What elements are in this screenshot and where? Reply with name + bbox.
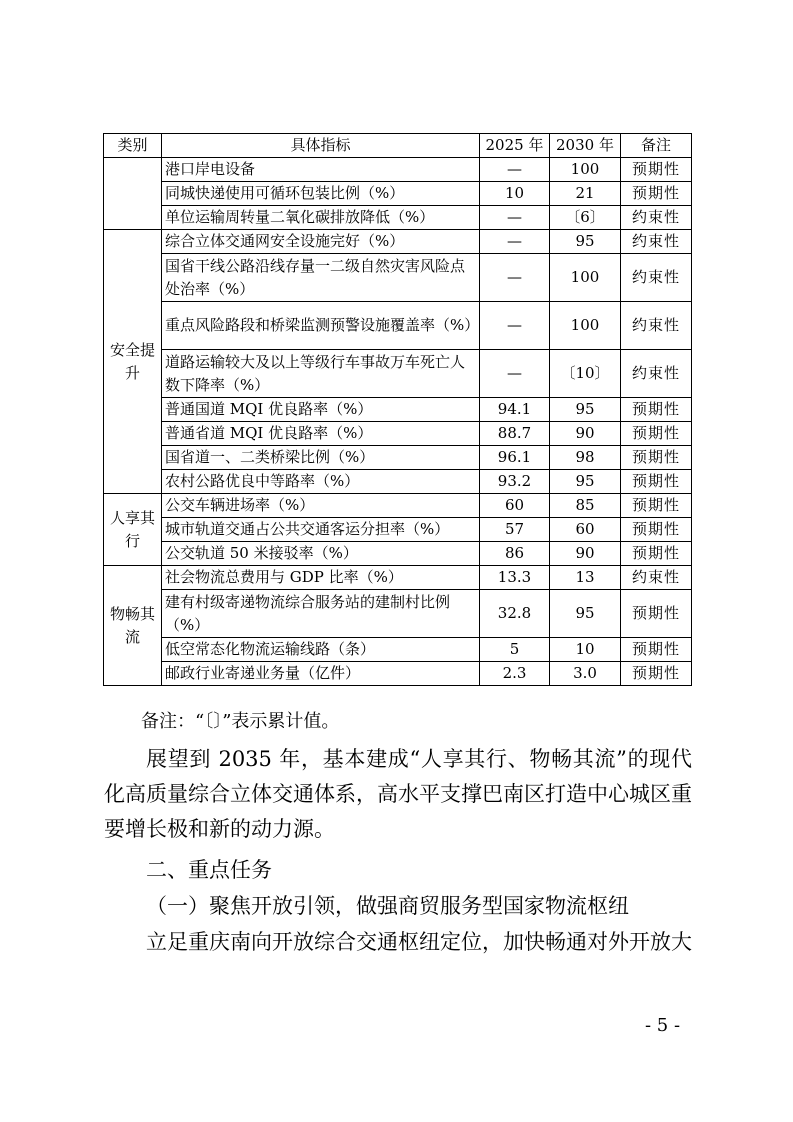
value-2025: 10 — [480, 182, 550, 206]
header-2025: 2025 年 — [480, 134, 550, 158]
value-2030: 100 — [550, 158, 621, 182]
indicator-name: 公交车辆进场率（%） — [162, 494, 480, 518]
category-cell: 安全提升 — [104, 230, 162, 494]
value-2025: 5 — [480, 638, 550, 662]
table-row — [104, 302, 692, 350]
value-2025: 94.1 — [480, 398, 550, 422]
indicator-name: 公交轨道 50 米接驳率（%） — [162, 542, 480, 566]
value-2030: 100 — [550, 254, 621, 302]
indicator-type: 预期性 — [621, 422, 692, 446]
value-2030: 95 — [550, 470, 621, 494]
header-category: 类别 — [104, 134, 162, 158]
table-row — [104, 518, 692, 542]
header-indicator: 具体指标 — [162, 134, 480, 158]
table-row — [104, 590, 692, 638]
indicator-type: 预期性 — [621, 518, 692, 542]
indicator-name: 低空常态化物流运输线路（条） — [162, 638, 480, 662]
table-footnote: 备注：“〔〕”表示累计值。 — [141, 711, 340, 732]
table-row — [104, 470, 692, 494]
value-2030: 85 — [550, 494, 621, 518]
indicator-type: 约束性 — [621, 206, 692, 230]
indicator-name: 单位运输周转量二氧化碳排放降低（%） — [162, 206, 480, 230]
indicator-type: 预期性 — [621, 158, 692, 182]
body-paragraph: 立足重庆南向开放综合交通枢纽定位，加快畅通对外开放大 — [146, 930, 692, 954]
table-row — [104, 182, 692, 206]
table-row — [104, 494, 692, 518]
category-cell: 物畅其流 — [104, 566, 162, 686]
value-2030: 100 — [550, 302, 621, 350]
value-2030: 95 — [550, 230, 621, 254]
indicator-table — [103, 133, 692, 686]
value-2030: 90 — [550, 422, 621, 446]
table-row — [104, 206, 692, 230]
page-number: - 5 - — [645, 1015, 681, 1036]
indicator-name: 港口岸电设备 — [162, 158, 480, 182]
value-2030: 98 — [550, 446, 621, 470]
indicator-name: 社会物流总费用与 GDP 比率（%） — [162, 566, 480, 590]
value-2030: 95 — [550, 590, 621, 638]
indicator-type: 预期性 — [621, 542, 692, 566]
value-2030: 95 — [550, 398, 621, 422]
section-heading: 二、重点任务 — [146, 858, 272, 882]
indicator-type: 约束性 — [621, 350, 692, 398]
value-2025: 57 — [480, 518, 550, 542]
indicator-name: 城市轨道交通占公共交通客运分担率（%） — [162, 518, 480, 542]
header-note: 备注 — [621, 134, 692, 158]
value-2025: 13.3 — [480, 566, 550, 590]
indicator-type: 约束性 — [621, 230, 692, 254]
indicator-type: 预期性 — [621, 494, 692, 518]
indicator-name: 同城快递使用可循环包装比例（%） — [162, 182, 480, 206]
value-2025: — — [480, 350, 550, 398]
value-2025: — — [480, 230, 550, 254]
category-cell: 人享其行 — [104, 494, 162, 566]
indicator-name: 普通国道 MQI 优良路率（%） — [162, 398, 480, 422]
value-2030: 3.0 — [550, 662, 621, 686]
indicator-name: 综合立体交通网安全设施完好（%） — [162, 230, 480, 254]
indicator-name: 农村公路优良中等路率（%） — [162, 470, 480, 494]
value-2030: 13 — [550, 566, 621, 590]
value-2025: 96.1 — [480, 446, 550, 470]
value-2025: 60 — [480, 494, 550, 518]
table-row — [104, 350, 692, 398]
header-2030: 2030 年 — [550, 134, 621, 158]
subsection-heading: （一）聚焦开放引领，做强商贸服务型国家物流枢纽 — [146, 894, 629, 918]
value-2030: 90 — [550, 542, 621, 566]
indicator-name: 重点风险路段和桥梁监测预警设施覆盖率（%） — [162, 302, 480, 350]
table-row — [104, 158, 692, 182]
value-2025: 86 — [480, 542, 550, 566]
indicator-type: 预期性 — [621, 446, 692, 470]
value-2025: 88.7 — [480, 422, 550, 446]
indicator-name: 国省道一、二类桥梁比例（%） — [162, 446, 480, 470]
value-2030: 10 — [550, 638, 621, 662]
value-2025: — — [480, 254, 550, 302]
value-2025: 93.2 — [480, 470, 550, 494]
value-2025: — — [480, 302, 550, 350]
table-row — [104, 446, 692, 470]
indicator-type: 约束性 — [621, 254, 692, 302]
indicator-type: 预期性 — [621, 590, 692, 638]
value-2030: 21 — [550, 182, 621, 206]
indicator-type: 预期性 — [621, 398, 692, 422]
indicator-name: 道路运输较大及以上等级行车事故万车死亡人数下降率（%） — [162, 350, 480, 398]
indicator-type: 预期性 — [621, 662, 692, 686]
indicator-type: 预期性 — [621, 182, 692, 206]
indicator-type: 预期性 — [621, 470, 692, 494]
indicator-type: 预期性 — [621, 638, 692, 662]
table-row — [104, 422, 692, 446]
category-cell — [104, 158, 162, 230]
value-2030: 60 — [550, 518, 621, 542]
value-2030: 〔6〕 — [550, 206, 621, 230]
value-2025: — — [480, 158, 550, 182]
table-row — [104, 254, 692, 302]
value-2025: 2.3 — [480, 662, 550, 686]
table-row — [104, 662, 692, 686]
table-header-row — [104, 134, 692, 158]
indicator-type: 约束性 — [621, 566, 692, 590]
vision-paragraph: 展望到 2035 年，基本建成“人享其行、物畅其流”的现代化高质量综合立体交通体系，高水平支撑巴南区打造中心城区重要增长极和新的动力源。 — [104, 747, 692, 841]
value-2025: 32.8 — [480, 590, 550, 638]
table-row — [104, 638, 692, 662]
indicator-name: 建有村级寄递物流综合服务站的建制村比例（%） — [162, 590, 480, 638]
value-2030: 〔10〕 — [550, 350, 621, 398]
indicator-name: 普通省道 MQI 优良路率（%） — [162, 422, 480, 446]
indicator-type: 约束性 — [621, 302, 692, 350]
indicator-name: 国省干线公路沿线存量一二级自然灾害风险点处治率（%） — [162, 254, 480, 302]
table-row — [104, 566, 692, 590]
value-2025: — — [480, 206, 550, 230]
table-row — [104, 230, 692, 254]
indicator-name: 邮政行业寄递业务量（亿件） — [162, 662, 480, 686]
table-row — [104, 398, 692, 422]
table-row — [104, 542, 692, 566]
